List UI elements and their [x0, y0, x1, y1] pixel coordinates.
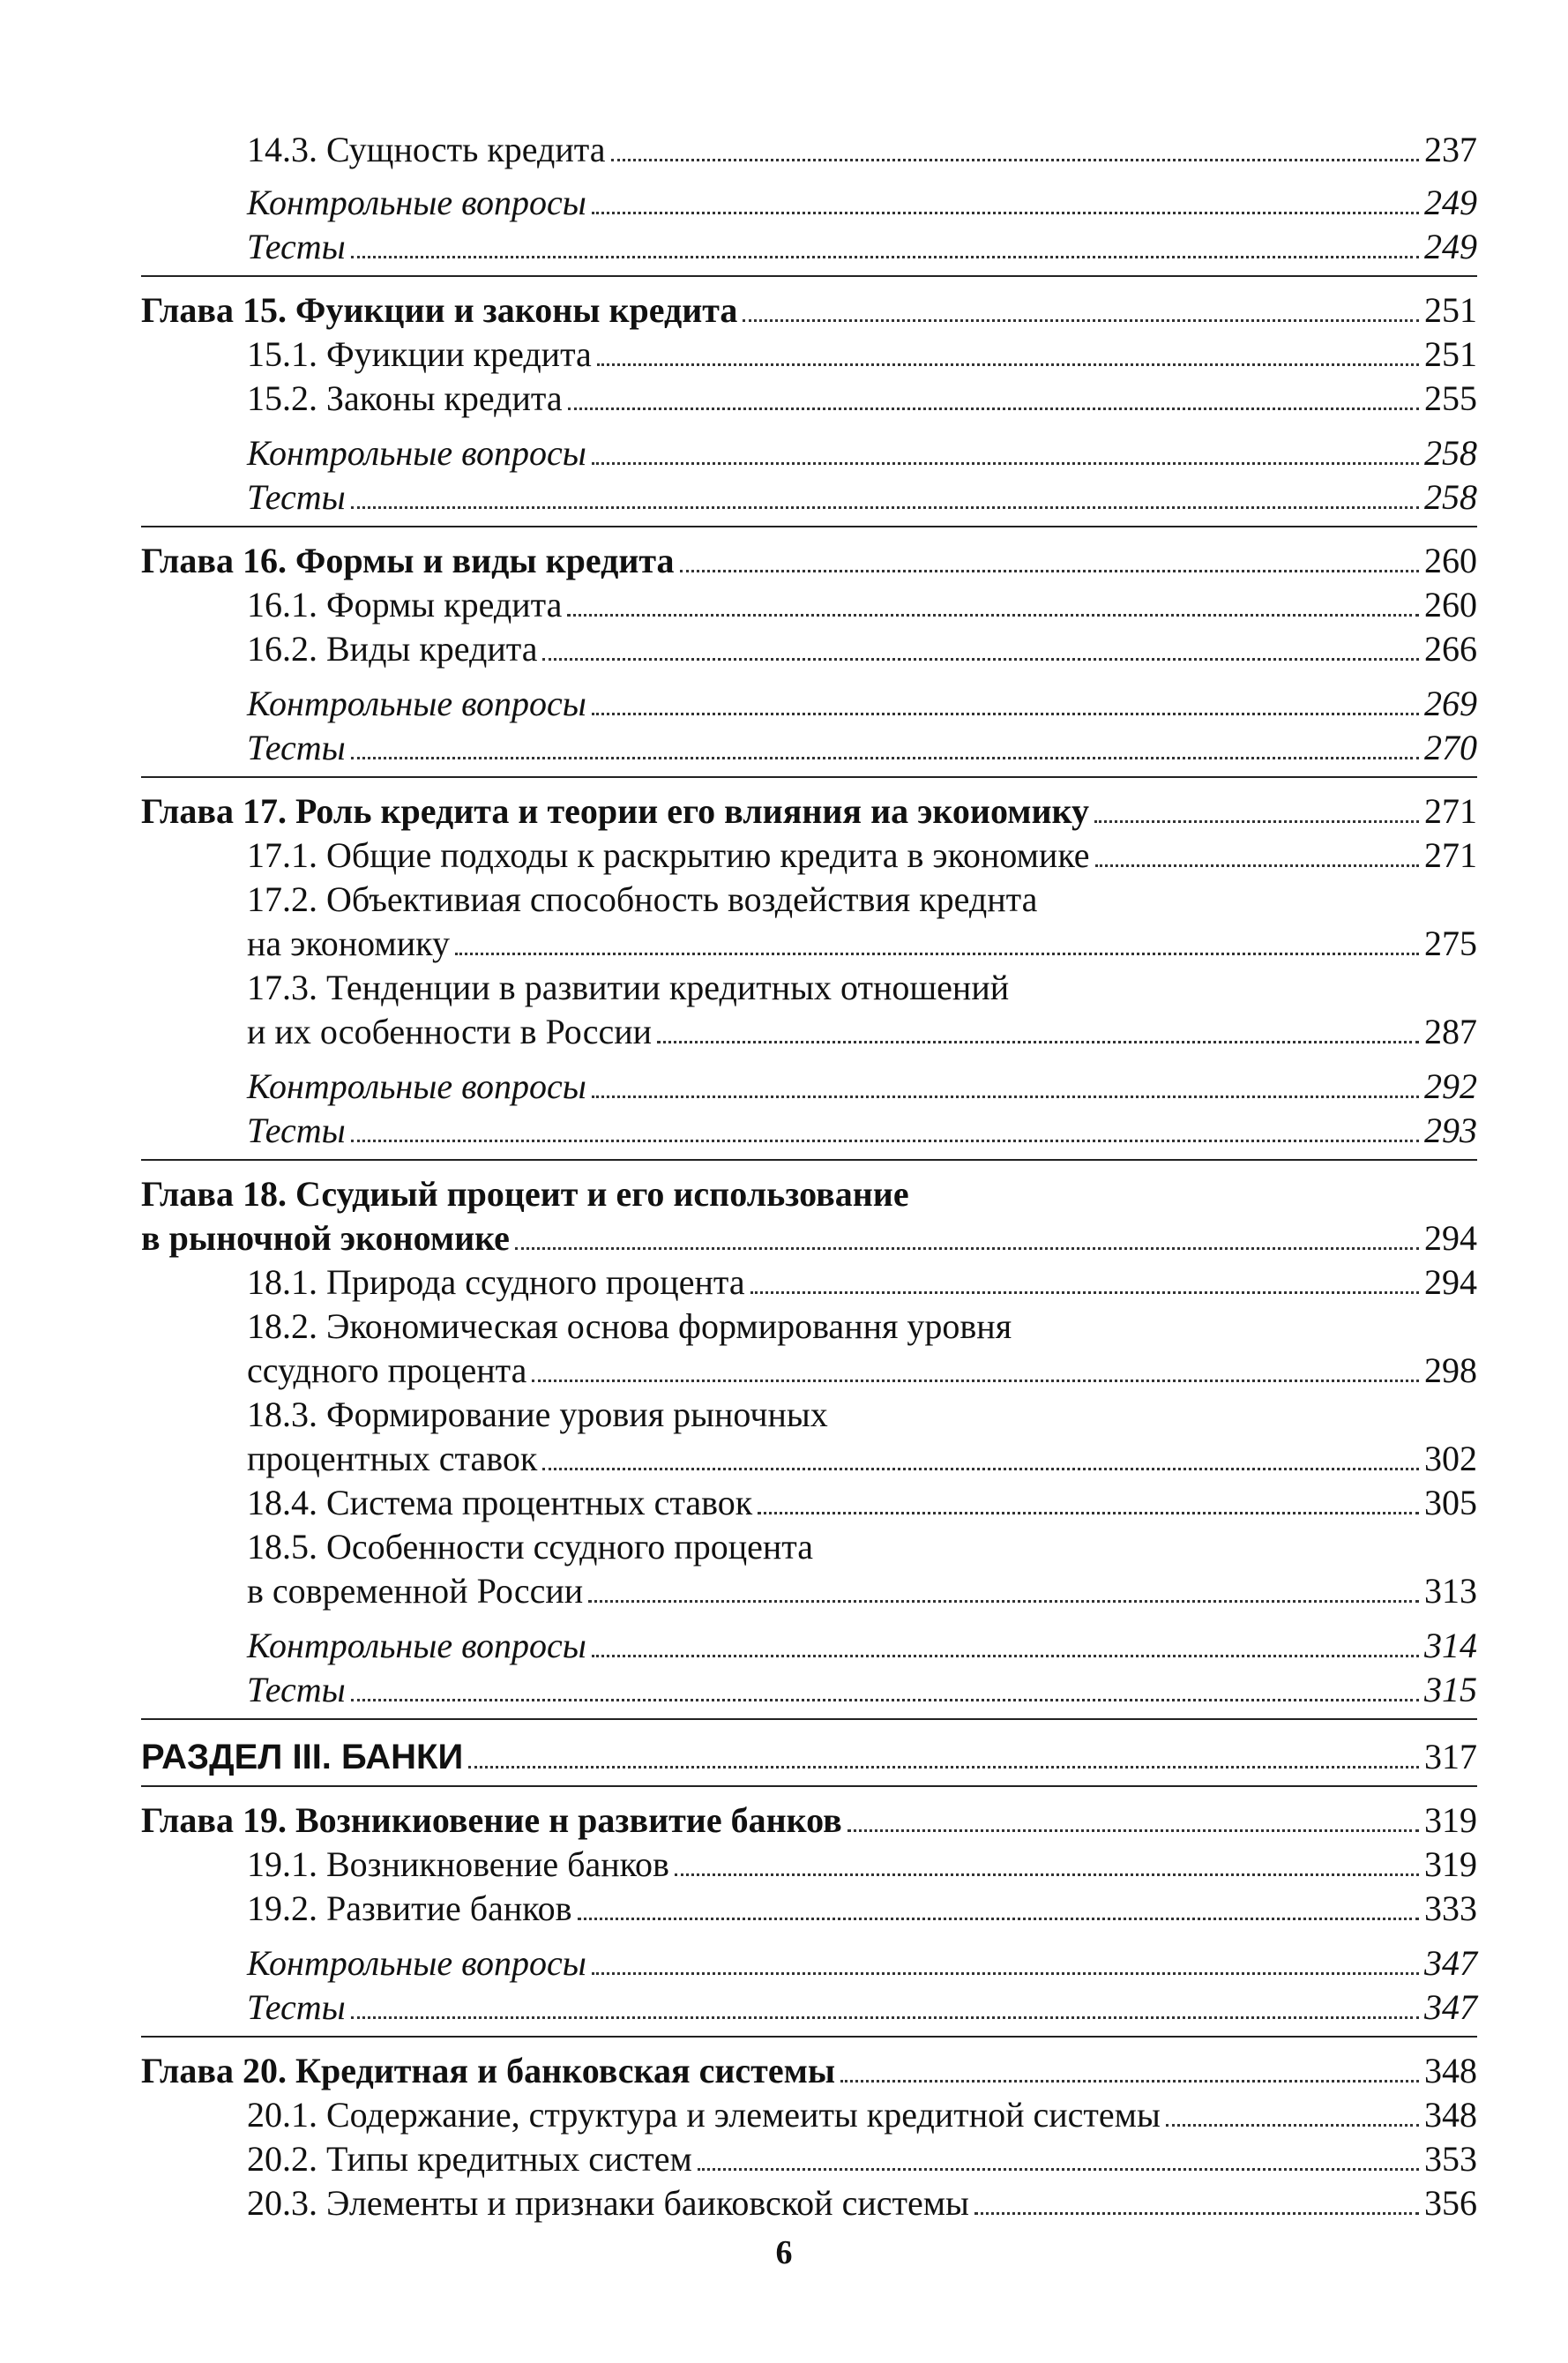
dot-leader — [675, 1873, 1419, 1876]
toc-entry-page: 251 — [1424, 334, 1477, 374]
toc-entry-page: 251 — [1424, 290, 1477, 330]
dot-leader — [515, 1247, 1419, 1250]
dot-leader — [588, 1600, 1419, 1603]
toc-entry-page: 294 — [1424, 1218, 1477, 1258]
toc-section — [141, 1731, 1477, 1775]
toc-entry-page: 356 — [1424, 2183, 1477, 2223]
dot-leader — [1095, 864, 1419, 867]
toc-entry-questions — [247, 1937, 1477, 1981]
divider — [141, 1785, 1477, 1787]
divider — [141, 1718, 1477, 1720]
toc-entry-title: 20.2. Типы кредитных систем — [247, 2139, 692, 2179]
dot-leader — [611, 159, 1419, 161]
toc-entry-tests — [247, 1664, 1477, 1708]
toc-entry — [247, 917, 1477, 961]
toc-entry — [247, 1256, 1477, 1300]
toc-entry — [247, 2177, 1477, 2221]
toc-entry — [247, 2089, 1477, 2133]
divider — [141, 1159, 1477, 1161]
toc-entry-page: 348 — [1424, 2051, 1477, 2090]
toc-entry-page: 353 — [1424, 2139, 1477, 2179]
toc-entry-title: 20.1. Содержание, структура и элемеиты кредитной системы — [247, 2095, 1161, 2135]
toc-entry-first-line: 17.2. Объективиая способность воздействия креднта — [247, 879, 1038, 919]
dot-leader — [592, 1096, 1419, 1098]
toc-entry-page: 333 — [1424, 1888, 1477, 1928]
toc-entry-page: 347 — [1424, 1943, 1477, 1983]
dot-leader — [758, 1512, 1419, 1514]
dot-leader — [592, 1972, 1419, 1975]
toc-chapter — [141, 1212, 1477, 1256]
dot-leader — [592, 713, 1419, 715]
dot-leader — [351, 757, 1419, 759]
toc-entry-title: 19.1. Возникновение банков — [247, 1844, 669, 1884]
toc-entry-title: Глава 20. Кредитная и банковская системы — [141, 2051, 836, 2090]
toc-entry-title: Тесты — [247, 1670, 346, 1709]
toc-entry-title: ссудного процента — [247, 1350, 527, 1390]
toc-entry-title: Контрольные вопросы — [247, 1943, 586, 1983]
toc-entry — [247, 623, 1477, 667]
toc-entry-page: 319 — [1424, 1844, 1477, 1884]
toc-entry-tests — [247, 1104, 1477, 1148]
dot-leader — [840, 2080, 1419, 2083]
toc-entry-title: Глава 15. Фуикции и законы кредита — [141, 290, 738, 330]
toc-entry — [247, 372, 1477, 416]
divider — [141, 2036, 1477, 2038]
toc-entry-title: 19.2. Развитие банков — [247, 1888, 572, 1928]
toc-entry-title: 20.3. Элементы и признаки баиковской системы — [247, 2183, 969, 2223]
toc-chapter-first-line: Глава 18. Ссудиый процеит и его использование — [141, 1174, 909, 1214]
dot-leader — [680, 570, 1419, 572]
dot-leader — [455, 953, 1419, 955]
dot-leader — [1094, 820, 1419, 823]
dot-leader — [847, 1829, 1419, 1832]
toc-entry-page: 315 — [1424, 1670, 1477, 1709]
toc-entry-page: 313 — [1424, 1571, 1477, 1611]
toc-entry-page: 269 — [1424, 684, 1477, 723]
toc-entry-title: 14.3. Сущность кредита — [247, 130, 606, 169]
toc-entry-page: 347 — [1424, 1987, 1477, 2027]
dot-leader — [974, 2212, 1419, 2215]
dot-leader — [351, 1140, 1419, 1142]
toc-entry-title: Глава 17. Роль кредита и теории его влияния иа экоиомику — [141, 791, 1089, 831]
toc-entry-title: Глава 19. Возникиовение н развитие банков — [141, 1800, 842, 1840]
toc-chapter — [141, 2045, 1477, 2089]
toc-entry-page: 270 — [1424, 728, 1477, 767]
toc-entry-page: 275 — [1424, 924, 1477, 963]
toc-entry-page: 258 — [1424, 433, 1477, 473]
dot-leader — [657, 1041, 1419, 1043]
dot-leader — [542, 658, 1419, 661]
dot-leader — [351, 2016, 1419, 2019]
dot-leader — [578, 1918, 1419, 1920]
toc-entry — [247, 579, 1477, 623]
toc-entry-questions — [247, 427, 1477, 471]
toc-entry-page: 260 — [1424, 541, 1477, 580]
toc-entry — [247, 1477, 1477, 1521]
toc-entry-questions — [247, 1060, 1477, 1104]
toc-entry-title: в современной России — [247, 1571, 584, 1611]
toc-entry-title: 18.1. Природа ссудного процента — [247, 1262, 745, 1302]
toc-entry — [247, 1344, 1477, 1388]
toc-chapter — [141, 535, 1477, 579]
toc-entry — [247, 1882, 1477, 1926]
toc-entry-title: на экономику — [247, 924, 450, 963]
dot-leader — [468, 1766, 1419, 1769]
dot-leader — [592, 462, 1419, 465]
toc-entry-page: 249 — [1424, 227, 1477, 266]
dot-leader — [568, 408, 1419, 410]
dot-leader — [532, 1380, 1419, 1382]
toc-entry — [247, 1838, 1477, 1882]
toc-entry-title: Тесты — [247, 477, 346, 517]
toc-entry-title: и их особенности в России — [247, 1012, 653, 1051]
toc-entry-page: 237 — [1424, 130, 1477, 169]
toc-entry-tests — [247, 1981, 1477, 2025]
dot-leader — [592, 212, 1419, 214]
toc-entry-title: 15.1. Фуикции кредита — [247, 334, 592, 374]
toc-entry-title: РАЗДЕЛ III. БАНКИ — [141, 1738, 464, 1776]
toc-entry-title: Контрольные вопросы — [247, 183, 586, 222]
toc-entry-page: 293 — [1424, 1110, 1477, 1150]
dot-leader — [743, 319, 1419, 322]
toc-entry-page: 305 — [1424, 1483, 1477, 1522]
toc-entry-first-line: 17.3. Тенденции в развитии кредитных отношений — [247, 968, 1010, 1007]
toc-entry-page: 255 — [1424, 378, 1477, 418]
toc-entry-page: 298 — [1424, 1350, 1477, 1390]
toc-entry-first-line: 18.3. Формирование уровия рыночных — [247, 1395, 828, 1434]
toc-entry-first-line: 18.5. Особенности ссудного процента — [247, 1527, 813, 1567]
toc-entry — [247, 328, 1477, 372]
toc-entry — [247, 829, 1477, 873]
toc-entry-title: 16.2. Виды кредита — [247, 629, 538, 669]
toc-entry-page: 266 — [1424, 629, 1477, 669]
toc-entry-page: 314 — [1424, 1626, 1477, 1665]
toc-entry — [247, 1006, 1477, 1050]
toc-entry-page: 294 — [1424, 1262, 1477, 1302]
page-number: 6 — [775, 2234, 793, 2271]
dot-leader — [698, 2168, 1419, 2171]
toc-entry-tests — [247, 722, 1477, 766]
dot-leader — [351, 506, 1419, 509]
toc-chapter — [141, 284, 1477, 328]
toc-entry-page: 260 — [1424, 585, 1477, 624]
dot-leader — [542, 1468, 1419, 1470]
divider — [141, 776, 1477, 778]
toc-entry-title: Контрольные вопросы — [247, 433, 586, 473]
toc-entry-title: в рыночной экономике — [141, 1218, 510, 1258]
toc-entry-page: 292 — [1424, 1066, 1477, 1106]
toc-entry-page: 287 — [1424, 1012, 1477, 1051]
toc-entry-title: 18.4. Система процентных ставок — [247, 1483, 753, 1522]
dot-leader — [592, 1655, 1419, 1657]
toc-entry-page: 258 — [1424, 477, 1477, 517]
toc-chapter — [141, 785, 1477, 829]
toc-entry-page: 271 — [1424, 835, 1477, 875]
toc-entry-title: 15.2. Законы кредита — [247, 378, 563, 418]
toc-entry-tests — [247, 471, 1477, 515]
toc-entry-page: 319 — [1424, 1800, 1477, 1840]
toc-entry-first-line: 18.2. Экономическая основа формировання уровня — [247, 1306, 1012, 1346]
toc-entry-title: 17.1. Общие подходы к раскрытию кредита в экономике — [247, 835, 1090, 875]
toc-entry — [247, 1565, 1477, 1609]
toc-entry — [247, 2133, 1477, 2177]
toc-entry-questions — [247, 1619, 1477, 1664]
toc-entry-questions — [247, 176, 1477, 221]
dot-leader — [1166, 2124, 1419, 2127]
divider — [141, 275, 1477, 277]
toc-entry-title: Контрольные вопросы — [247, 1066, 586, 1106]
toc-entry-questions — [247, 677, 1477, 722]
dot-leader — [567, 614, 1419, 617]
toc-entry-title: Тесты — [247, 1987, 346, 2027]
toc-entry-page: 317 — [1424, 1737, 1477, 1776]
toc-entry-title: Тесты — [247, 1110, 346, 1150]
toc-entry-page: 249 — [1424, 183, 1477, 222]
dot-leader — [750, 1291, 1419, 1294]
toc-entry-title: процентных ставок — [247, 1439, 538, 1478]
toc-entry-page: 348 — [1424, 2095, 1477, 2135]
toc-entry-title: Глава 16. Формы и виды кредита — [141, 541, 675, 580]
dot-leader — [351, 256, 1419, 258]
toc-entry-title: Контрольные вопросы — [247, 1626, 586, 1665]
toc-entry-title: 16.1. Формы кредита — [247, 585, 563, 624]
dot-leader — [597, 363, 1419, 366]
toc-entry — [247, 1432, 1477, 1477]
toc-chapter — [141, 1794, 1477, 1838]
toc-entry-tests — [247, 221, 1477, 265]
toc-entry-page: 271 — [1424, 791, 1477, 831]
dot-leader — [351, 1699, 1419, 1701]
toc-entry-title: Контрольные вопросы — [247, 684, 586, 723]
toc-entry-page: 302 — [1424, 1439, 1477, 1478]
divider — [141, 526, 1477, 527]
toc-entry-title: Тесты — [247, 227, 346, 266]
toc-entry-title: Тесты — [247, 728, 346, 767]
toc-entry — [247, 123, 1477, 168]
